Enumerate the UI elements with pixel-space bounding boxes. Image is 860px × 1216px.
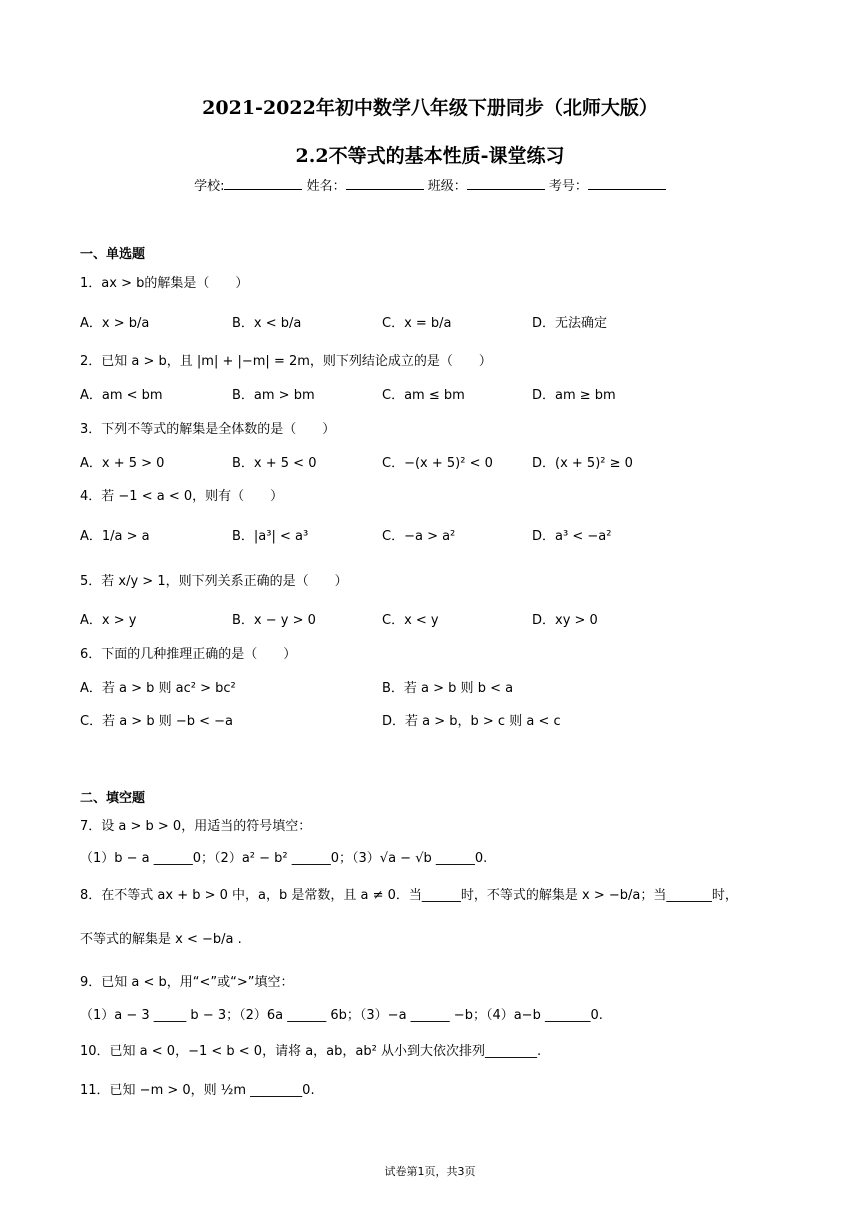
question-1-option-b: B．x < b/a [232,316,302,331]
question-2-stem: 2．已知 a > b，且 |m| + |−m| = 2m，则下列结论成立的是（ ） [80,354,492,369]
school-label: 学校: [194,179,225,194]
question-5-option-c: C．x < y [382,613,439,628]
document-subtitle: 2.2不等式的基本性质-课堂练习 [295,145,565,167]
question-9-parts: （1）a − 3 _____ b − 3；（2）6a ______ 6b；（3）−a ______ −b；（4）a−b _______0. [80,1008,603,1023]
question-7-parts: （1）b − a ______0；（2）a² − b² ______0；（3）√a − √b ______0. [80,851,488,866]
question-2-option-b: B．am > bm [232,388,315,403]
document-title: 2021-2022年初中数学八年级下册同步（北师大版） [202,97,658,119]
question-2-option-d: D．am ≥ bm [532,388,616,403]
name-blank [346,177,424,190]
question-6-option-b: B．若 a > b 则 b < a [382,681,514,696]
question-2-option-a: A．am < bm [80,388,163,403]
name-label: 姓名： [306,179,346,194]
question-5-option-a: A．x > y [80,613,137,628]
question-5-stem: 5．若 x/y > 1，则下列关系正确的是（ ） [80,574,348,589]
question-1-option-a: A．x > b/a [80,316,150,331]
question-6-option-a: A．若 a > b 则 ac² > bc² [80,681,236,696]
question-2-option-c: C．am ≤ bm [382,388,465,403]
question-4-option-a: A．1/a > a [80,529,150,544]
question-6-stem: 6．下面的几种推理正确的是（ ） [80,647,297,662]
exam-id-blank [588,177,666,190]
question-3-option-d: D．(x + 5)² ≥ 0 [532,456,633,471]
class-blank [467,177,545,190]
exam-id-label: 考号： [548,179,588,194]
school-blank [224,177,302,190]
class-label: 班级： [427,179,467,194]
question-6-option-d: D．若 a > b，b > c 则 a < c [382,714,561,729]
question-4-option-d: D．a³ < −a² [532,529,612,544]
question-1-option-c: C．x = b/a [382,316,452,331]
question-4-stem: 4．若 −1 < a < 0，则有（ ） [80,489,284,504]
section-heading-single-choice: 一、单选题 [80,247,146,262]
question-9-stem: 9．已知 a < b，用“<”或“>”填空： [80,975,294,990]
question-11: 11．已知 −m > 0，则 ½m ________0. [80,1083,315,1098]
section-heading-fill-in: 二、填空题 [80,791,146,806]
question-7-stem: 7．设 a > b > 0，用适当的符号填空： [80,819,312,834]
question-6-option-c: C．若 a > b 则 −b < −a [80,714,234,729]
question-1-option-d: D．无法确定 [532,316,608,331]
question-8-line-1: 8．在不等式 ax + b > 0 中，a，b 是常数，且 a ≠ 0．当______时，不等式的解集是 x > −b/a；当_______时， [80,888,738,903]
question-3-option-a: A．x + 5 > 0 [80,456,165,471]
question-5-option-b: B．x − y > 0 [232,613,316,628]
question-3-option-c: C．−(x + 5)² < 0 [382,456,493,471]
question-10: 10．已知 a < 0，−1 < b < 0，请将 a，ab，ab² 从小到大依次排列________. [80,1044,542,1059]
student-info-line [0,175,860,194]
page-footer: 试卷第1页，共3页 [384,1165,476,1178]
question-1-stem: 1．ax > b的解集是（ ） [80,276,249,291]
question-8-line-2: 不等式的解集是 x < −b/a . [80,932,242,947]
question-3-stem: 3．下列不等式的解集是全体数的是（ ） [80,422,336,437]
question-5-option-d: D．xy > 0 [532,613,598,628]
question-4-option-c: C．−a > a² [382,529,456,544]
question-4-option-b: B．|a³| < a³ [232,529,309,544]
question-3-option-b: B．x + 5 < 0 [232,456,317,471]
